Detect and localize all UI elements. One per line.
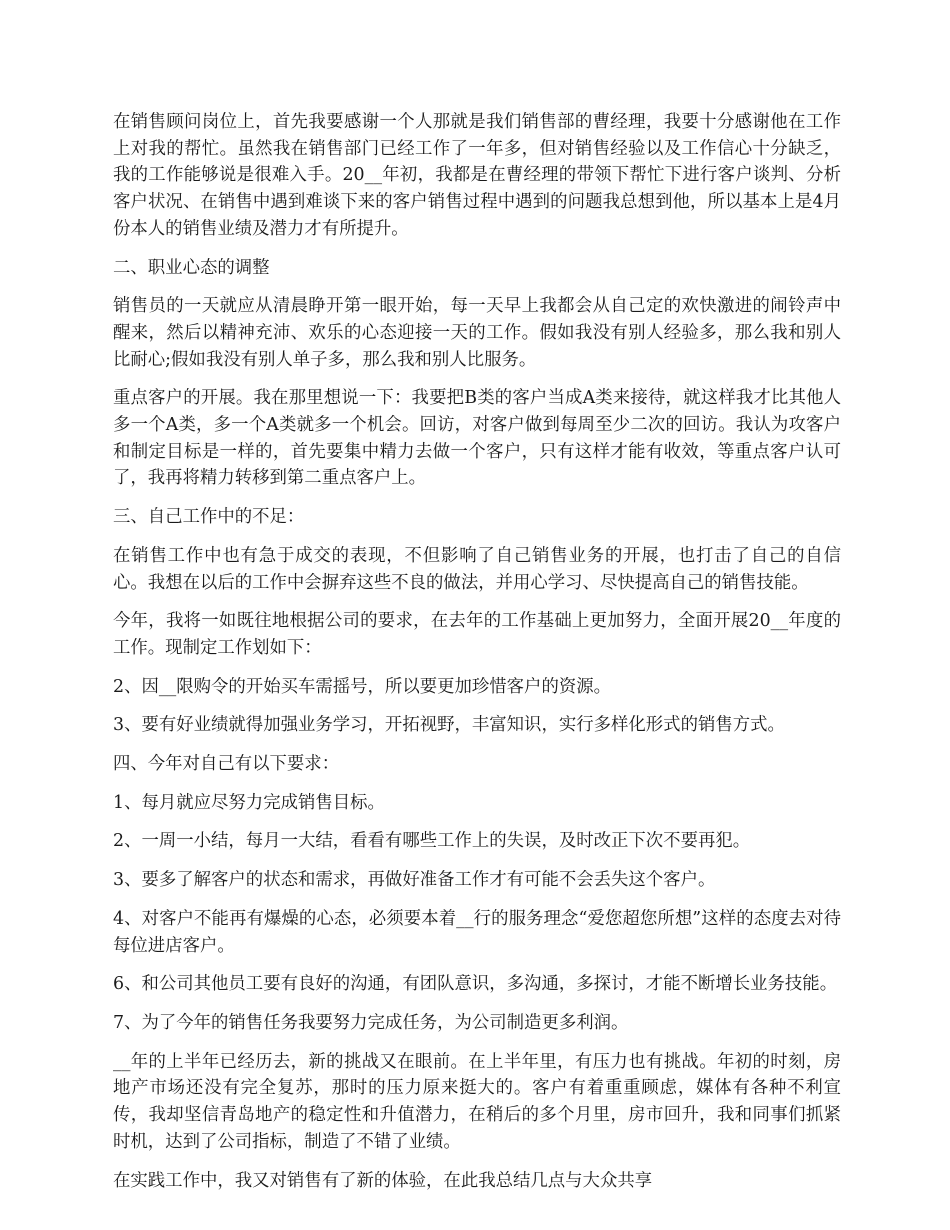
paragraph-this-year-plan: 今年，我将一如既往地根据公司的要求，在去年的工作基础上更加努力，全面开展20__年度的工作。现制定工作划如下： <box>113 611 841 658</box>
heading-shortcomings: 三、自己工作中的不足： <box>113 507 305 528</box>
heading-career-mindset: 二、职业心态的调整 <box>113 257 270 278</box>
paragraph-shortcomings: 在销售工作中也有急于成交的表现，不但影响了自己销售业务的开展，也打击了自己的自信心。我想在以后的工作中会摒弃这些不良的做法，并用心学习、尽快提高自己的销售技能。 <box>113 545 841 593</box>
list-item-requirement-3: 3、要多了解客户的状态和需求，再做好准备工作才有可能不会丢失这个客户。 <box>113 870 716 891</box>
paragraph-daily-mindset: 销售员的一天就应从清晨睁开第一眼开始，每一天早上我都会从自己定的欢快激进的闹铃声中醒来，然后以精神充沛、欢乐的心态迎接一天的工作。假如我没有别人经验多，那么我和别人比耐心;假如我没有别人单子多，那么我和别人比服务。 <box>113 296 841 370</box>
heading-requirements: 四、今年对自己有以下要求： <box>113 754 340 775</box>
paragraph-key-clients: 重点客户的开展。我在那里想说一下：我要把B类的客户当成A类来接待，就这样我才比其他人多一个A类，多一个A类就多一个机会。回访，对客户做到每周至少二次的回访。我认为攻客户和制定目标是一样的，首先要集中精力去做一个客户，只有这样才能有收效，等重点客户认可了，我再将精力转移到第二重点客户上。 <box>113 388 841 489</box>
list-item-plan-3: 3、要有好业绩就得加强业务学习，开拓视野，丰富知识，实行多样化形式的销售方式。 <box>113 715 785 736</box>
list-item-plan-2: 2、因__限购令的开始买车需摇号，所以要更加珍惜客户的资源。 <box>113 676 612 697</box>
paragraph-half-year-review: __年的上半年已经历去，新的挑战又在眼前。在上半年里，有压力也有挑战。年初的时刻，房地产市场还没有完全复苏，那时的压力原来挺大的。客户有着重重顾虑，媒体有各种不利宣传，我却坚信青岛地产的稳定性和升值潜力，在稍后的多个月里，房市回升，我和同事们抓紧时机，达到了公司指标，制造了不错了业绩。 <box>113 1051 841 1152</box>
list-item-requirement-4: 4、对客户不能再有爆燥的心态，必须要本着__行的服务理念“爱您超您所想”这样的态度去对待每位进店客户。 <box>113 908 841 956</box>
list-item-requirement-6: 6、和公司其他员工要有良好的沟通，有团队意识，多沟通，多探讨，才能不断增长业务技能。 <box>113 974 838 995</box>
document-body <box>113 109 841 1206</box>
paragraph-practice-summary: 在实践工作中，我又对销售有了新的体验，在此我总结几点与大众共享 <box>113 1170 653 1191</box>
paragraph-intro-thanks: 在销售顾问岗位上，首先我要感谢一个人那就是我们销售部的曹经理，我要十分感谢他在工作上对我的帮忙。虽然我在销售部门已经工作了一年多，但对销售经验以及工作信心十分缺乏，我的工作能够说是很难入手。20__年初，我都是在曹经理的带领下帮忙下进行客户谈判、分析客户状况、在销售中遇到难谈下来的客户销售过程中遇到的问题我总想到他，所以基本上是4月份本人的销售业绩及潜力才有所提升。 <box>113 112 841 239</box>
list-item-requirement-7: 7、为了今年的销售任务我要努力完成任务，为公司制造更多利润。 <box>113 1012 629 1033</box>
list-item-requirement-2: 2、一周一小结，每月一大结，看看有哪些工作上的失误，及时改正下次不要再犯。 <box>113 831 751 852</box>
list-item-requirement-1: 1、每月就应尽努力完成销售目标。 <box>113 792 385 813</box>
